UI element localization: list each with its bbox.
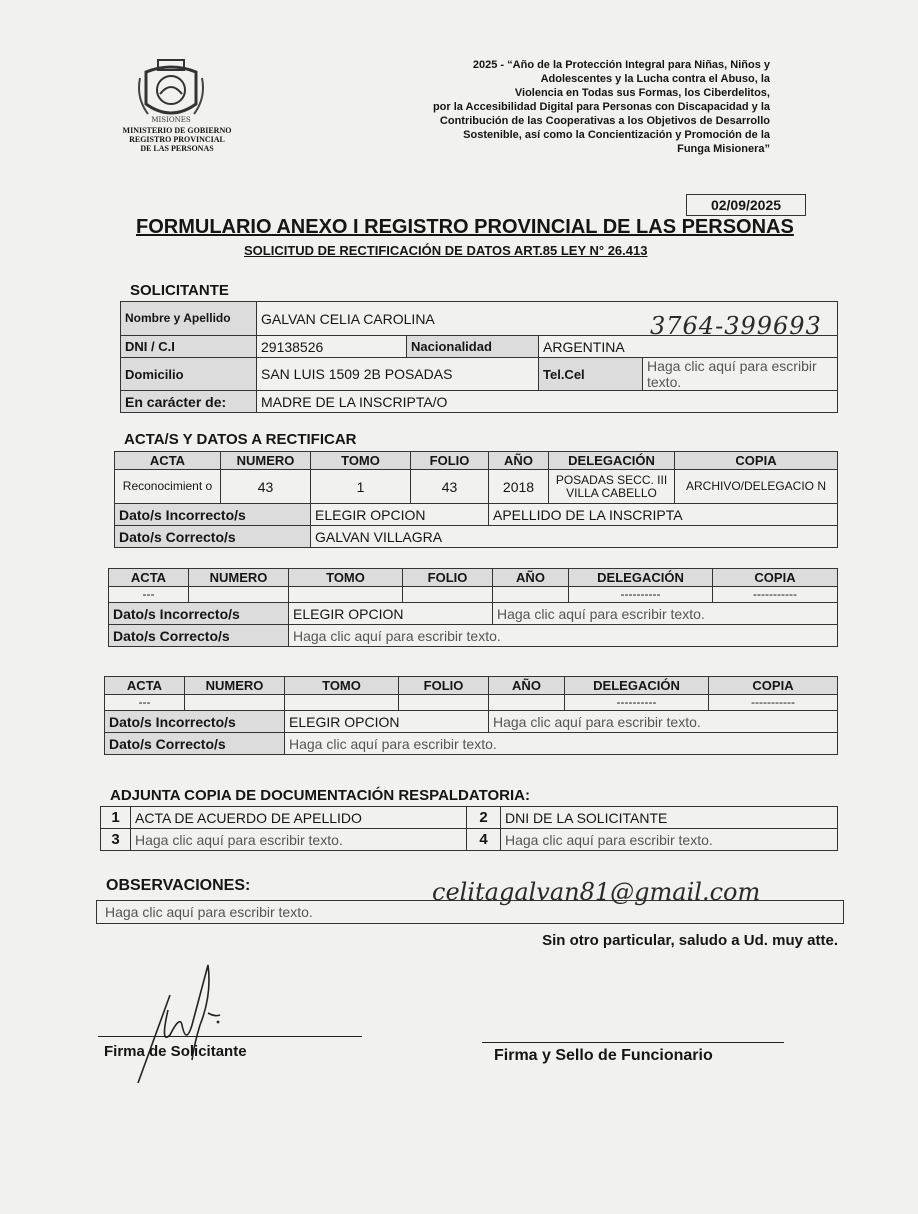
col-copia: COPIA xyxy=(675,452,838,470)
col-tomo: TOMO xyxy=(311,452,411,470)
signature-label-solicitante: Firma de Solicitante xyxy=(104,1043,247,1060)
delegacion-cell[interactable]: POSADAS SECC. III VILLA CABELLO xyxy=(549,470,675,504)
page-title: FORMULARIO ANEXO I REGISTRO PROVINCIAL DE LAS PERSONAS xyxy=(136,216,794,238)
motto-line: Contribución de las Cooperativas a los Objetivos de Desarrollo xyxy=(439,115,770,127)
tomo-cell[interactable] xyxy=(285,695,399,711)
date-box[interactable]: 02/09/2025 xyxy=(686,194,806,216)
col-delegacion: DELEGACIÓN xyxy=(565,677,709,695)
anio-cell[interactable] xyxy=(493,587,569,603)
incorrect-option-dropdown[interactable]: ELEGIR OPCION xyxy=(289,603,493,625)
adjunta-item[interactable]: Haga clic aquí para escribir texto. xyxy=(131,829,467,851)
acta-block-1 xyxy=(114,451,838,548)
ministry-line: MINISTERIO DE GOBIERNO xyxy=(122,126,232,135)
seal-text: MISIONES xyxy=(151,116,191,124)
nacionalidad-label: Nacionalidad xyxy=(407,336,539,358)
col-acta: ACTA xyxy=(115,452,221,470)
dni-label: DNI / C.I xyxy=(121,336,257,358)
col-acta: ACTA xyxy=(105,677,185,695)
correct-label: Dato/s Correcto/s xyxy=(105,733,285,755)
ministry-line: REGISTRO PROVINCIAL xyxy=(129,135,225,144)
motto-line: Funga Misionera” xyxy=(677,143,770,155)
col-numero: NUMERO xyxy=(221,452,311,470)
anio-cell[interactable] xyxy=(489,695,565,711)
col-tomo: TOMO xyxy=(289,569,403,587)
col-tomo: TOMO xyxy=(285,677,399,695)
incorrect-value-field[interactable]: Haga clic aquí para escribir texto. xyxy=(493,603,838,625)
nombre-value: GALVAN CELIA CAROLINA xyxy=(261,310,435,327)
incorrect-option-dropdown[interactable]: ELEGIR OPCION xyxy=(311,504,489,526)
observaciones-label: OBSERVACIONES: xyxy=(106,877,251,894)
caracter-field[interactable]: MADRE DE LA INSCRIPTA/O xyxy=(257,391,838,413)
col-anio: AÑO xyxy=(489,452,549,470)
adjunta-number: 1 xyxy=(101,807,131,829)
numero-cell[interactable]: 43 xyxy=(221,470,311,504)
telcel-label: Tel.Cel xyxy=(539,358,643,391)
delegacion-cell[interactable]: ---------- xyxy=(569,587,713,603)
motto-line: Adolescentes y la Lucha contra el Abuso, la xyxy=(540,73,770,85)
signature-line-funcionario xyxy=(482,1042,784,1043)
motto-line: Sostenible, así como la Concientización y Promoción de la xyxy=(463,129,770,141)
acta-cell[interactable]: --- xyxy=(105,695,185,711)
motto-line: por la Accesibilidad Digital para Personas con Discapacidad y la xyxy=(432,101,770,113)
anio-cell[interactable]: 2018 xyxy=(489,470,549,504)
acta-cell[interactable]: Reconocimient o xyxy=(115,470,221,504)
col-anio: AÑO xyxy=(493,569,569,587)
page-subtitle: SOLICITUD DE RECTIFICACIÓN DE DATOS ART.85 LEY N° 26.413 xyxy=(244,243,648,258)
correct-label: Dato/s Correcto/s xyxy=(115,526,311,548)
ministry-block xyxy=(110,126,244,153)
col-delegacion: DELEGACIÓN xyxy=(569,569,713,587)
ministry-seal xyxy=(136,58,206,126)
col-folio: FOLIO xyxy=(399,677,489,695)
motto-line: Violencia en Todas sus Formas, los Ciberdelitos, xyxy=(514,87,770,99)
handwritten-phone: 3764-399693 xyxy=(650,312,822,340)
adjunta-item[interactable]: DNI DE LA SOLICITANTE xyxy=(501,807,838,829)
signature-line-solicitante xyxy=(98,1036,362,1037)
adjunta-table xyxy=(100,806,838,851)
acta-block-3 xyxy=(104,676,838,755)
acta-block-2 xyxy=(108,568,838,647)
incorrect-label: Dato/s Incorrecto/s xyxy=(115,504,311,526)
signature-label-funcionario: Firma y Sello de Funcionario xyxy=(494,1047,713,1064)
folio-cell[interactable]: 43 xyxy=(411,470,489,504)
incorrect-value-field[interactable]: Haga clic aquí para escribir texto. xyxy=(489,711,838,733)
ministry-line: DE LAS PERSONAS xyxy=(140,144,214,153)
correct-value-field[interactable]: GALVAN VILLAGRA xyxy=(311,526,838,548)
domicilio-field[interactable]: SAN LUIS 1509 2B POSADAS xyxy=(257,358,539,391)
observaciones-field[interactable]: Haga clic aquí para escribir texto. xyxy=(96,900,844,924)
copia-cell[interactable]: ARCHIVO/DELEGACIO N xyxy=(675,470,838,504)
tomo-cell[interactable]: 1 xyxy=(311,470,411,504)
tomo-cell[interactable] xyxy=(289,587,403,603)
handwritten-email: celitagalvan81@gmail.com xyxy=(432,878,761,906)
caracter-label: En carácter de: xyxy=(121,391,257,413)
col-anio: AÑO xyxy=(489,677,565,695)
col-folio: FOLIO xyxy=(403,569,493,587)
correct-label: Dato/s Correcto/s xyxy=(109,625,289,647)
incorrect-label: Dato/s Incorrecto/s xyxy=(105,711,285,733)
adjunta-number: 3 xyxy=(101,829,131,851)
col-copia: COPIA xyxy=(713,569,838,587)
numero-cell[interactable] xyxy=(185,695,285,711)
col-acta: ACTA xyxy=(109,569,189,587)
incorrect-option-dropdown[interactable]: ELEGIR OPCION xyxy=(285,711,489,733)
copia-cell[interactable]: ----------- xyxy=(713,587,838,603)
col-numero: NUMERO xyxy=(185,677,285,695)
adjunta-item[interactable]: Haga clic aquí para escribir texto. xyxy=(501,829,838,851)
col-copia: COPIA xyxy=(709,677,838,695)
folio-cell[interactable] xyxy=(403,587,493,603)
incorrect-label: Dato/s Incorrecto/s xyxy=(109,603,289,625)
adjunta-number: 4 xyxy=(467,829,501,851)
incorrect-value-field[interactable]: APELLIDO DE LA INSCRIPTA xyxy=(489,504,838,526)
folio-cell[interactable] xyxy=(399,695,489,711)
copia-cell[interactable]: ----------- xyxy=(709,695,838,711)
delegacion-cell[interactable]: ---------- xyxy=(565,695,709,711)
motto-line: 2025 - “Año de la Protección Integral para Niñas, Niños y xyxy=(472,59,770,71)
section-title-adjunta: ADJUNTA COPIA DE DOCUMENTACIÓN RESPALDATORIA: xyxy=(110,787,530,804)
section-title-actas: ACTA/S Y DATOS A RECTIFICAR xyxy=(124,431,357,448)
acta-cell[interactable]: --- xyxy=(109,587,189,603)
col-delegacion: DELEGACIÓN xyxy=(549,452,675,470)
adjunta-item[interactable]: ACTA DE ACUERDO DE APELLIDO xyxy=(131,807,467,829)
col-folio: FOLIO xyxy=(411,452,489,470)
nombre-label: Nombre y Apellido xyxy=(121,302,257,336)
col-numero: NUMERO xyxy=(189,569,289,587)
section-title-solicitante: SOLICITANTE xyxy=(130,282,229,299)
year-motto xyxy=(360,58,770,156)
nacionalidad-field[interactable]: ARGENTINA xyxy=(539,336,838,358)
domicilio-label: Domicilio xyxy=(121,358,257,391)
adjunta-number: 2 xyxy=(467,807,501,829)
signature-scribble xyxy=(130,955,240,1085)
correct-value-field[interactable]: Haga clic aquí para escribir texto. xyxy=(289,625,838,647)
numero-cell[interactable] xyxy=(189,587,289,603)
closing-text: Sin otro particular, saludo a Ud. muy atte. xyxy=(542,932,838,949)
correct-value-field[interactable]: Haga clic aquí para escribir texto. xyxy=(285,733,838,755)
dni-field[interactable]: 29138526 xyxy=(257,336,407,358)
telcel-field[interactable]: Haga clic aquí para escribir texto. xyxy=(643,358,838,391)
